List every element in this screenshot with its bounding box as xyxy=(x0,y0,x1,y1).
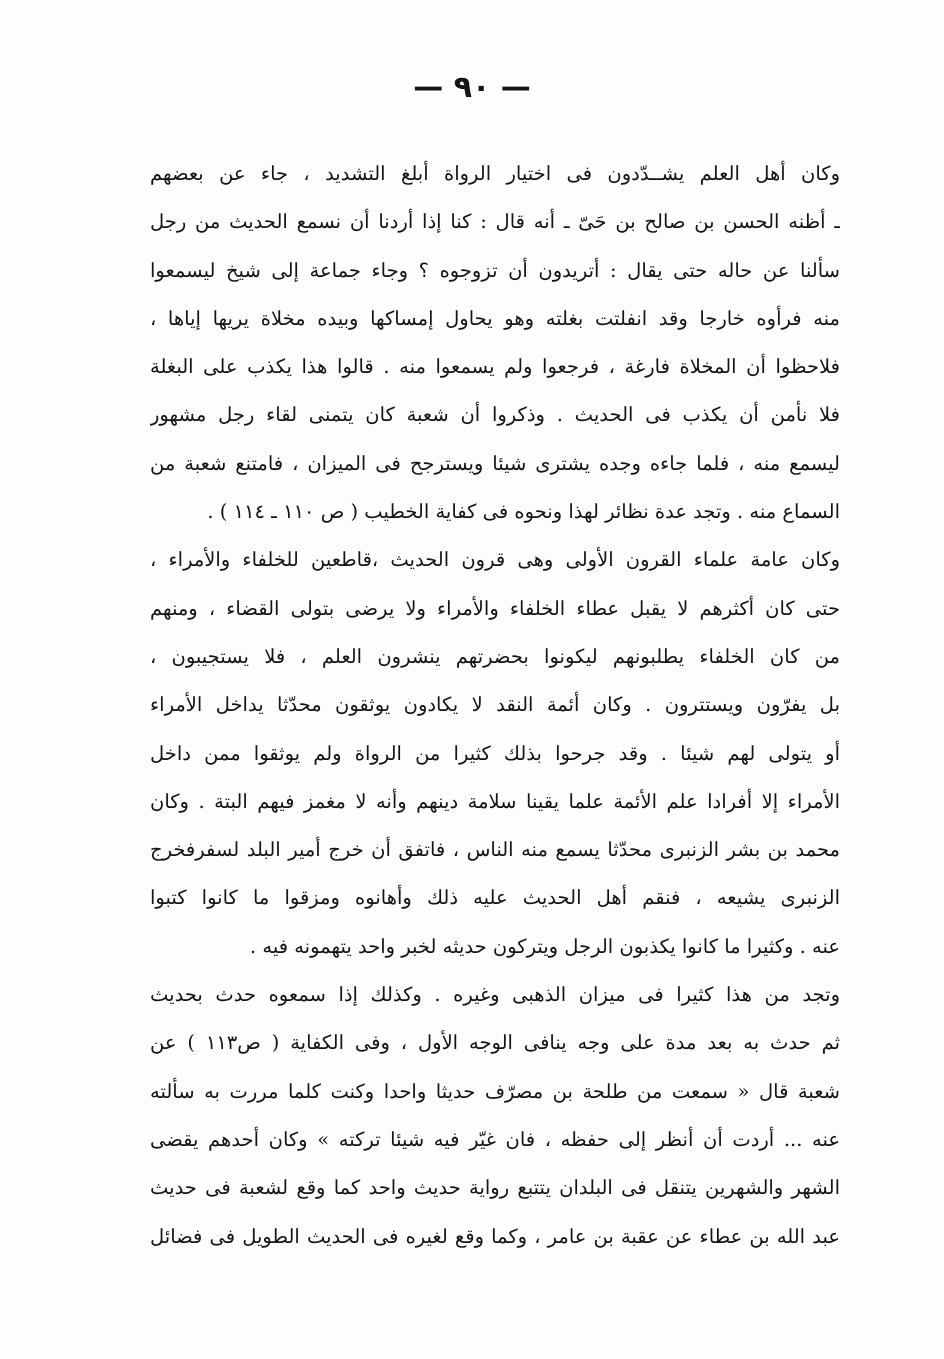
text-line: سألنا عن حاله حتى يقال : أتريدون أن تزوجوه ؟ وجاء جماعة إلى شيخ ليسمعوا xyxy=(150,258,840,282)
text-line: فلاحظوا أن المخلاة فارغة ، فرجعوا ولم يسمعوا منه . قالوا هذا يكذب على البغلة xyxy=(150,355,840,379)
text-line: منه فرأوه خارجا وقد انفلتت بغلته وهو يحاول إمساكها وبيده مخلاة يريها إياها ، xyxy=(150,306,840,330)
text-line: ـ أظنه الحسن بن صالح بن حَىّ ـ أنه قال : كنا إذا أردنا أن نسمع الحديث من رجل xyxy=(150,210,840,234)
text-line: الشهر والشهرين يتنقل فى البلدان يتتبع رواية حديث واحد كما وقع لشعبة فى حديث xyxy=(150,1176,840,1200)
text-line: عنه . وكثيرا ما كانوا يكذبون الرجل ويتركون حديثه لخبر واحد يتهمونه فيه . xyxy=(249,934,840,958)
text-line: الزنبرى يشيعه ، فنقم أهل الحديث عليه ذلك وأهانوه ومزقوا ما كانوا كتبوا xyxy=(150,886,840,910)
text-line: ثم حدث به بعد مدة على وجه ينافى الوجه الأول ، وفى الكفاية ( ص١١٣ ) عن xyxy=(150,1031,840,1055)
text-line: وكان عامة علماء القرون الأولى وهى قرون الحديث ،قاطعين للخلفاء والأمراء ، xyxy=(150,548,840,572)
text-line: بل يفرّون ويستترون . وكان أئمة النقد لا يكادون يوثقون محدّثا يداخل الأمراء xyxy=(150,693,840,717)
text-line: الأمراء إلا أفرادا علم الأئمة علما يقينا سلامة دينهم وأنه لا مغمز فيهم البتة . وكان xyxy=(150,789,840,813)
text-line: السماع منه . وتجد عدة نظائر لهذا ونحوه فى كفاية الخطيب ( ص ١١٠ ـ ١١٤ ) . xyxy=(207,500,840,524)
text-line: محمد بن بشر الزنبرى محدّثا يسمع منه الناس ، فاتفق أن خرج أمير البلد لسفرفخرج xyxy=(150,838,840,862)
text-line: عبد الله بن عطاء عن عقبة بن عامر ، وكما وقع لغيره فى الحديث الطويل فى فضائل xyxy=(150,1224,840,1248)
text-line: فلا نأمن أن يكذب فى الحديث . وذكروا أن شعبة كان يتمنى لقاء رجل مشهور xyxy=(150,403,840,427)
text-line: عنه ... أردت أن أنظر إلى حفظه ، فان غيّر فيه شيئا تركته » وكان أحدهم يقضى xyxy=(150,1127,840,1151)
text-line: حتى كان أكثرهم لا يقبل عطاء الخلفاء والأمراء ولا يرضى بتولى القضاء ، ومنهم xyxy=(150,596,840,620)
text-line: وتجد من هذا كثيرا فى ميزان الذهبى وغيره . وكذلك إذا سمعوه حدث بحديث xyxy=(150,983,840,1007)
page-number: — ٩٠ — xyxy=(413,70,531,105)
text-line: وكان أهل العلم يشــدّدون فى اختيار الرواة أبلغ التشديد ، جاء عن بعضهم xyxy=(150,162,840,185)
text-line: ليسمع منه ، فلما جاءه وجده يشترى شيئا ويسترجح فى الميزان ، فامتنع شعبة من xyxy=(150,451,840,475)
body-text xyxy=(150,150,840,1261)
text-line: أو يتولى لهم شيئا . وقد جرحوا بذلك كثيرا من الرواة ولم يوثقوا ممن داخل xyxy=(150,741,840,765)
text-line: من كان الخلفاء يطلبونهم ليكونوا بحضرتهم ينشرون العلم ، فلا يستجيبون ، xyxy=(150,644,840,668)
text-line: شعبة قال « سمعت من طلحة بن مصرّف حديثا واحدا وكنت كلما مررت به سألته xyxy=(150,1079,840,1103)
